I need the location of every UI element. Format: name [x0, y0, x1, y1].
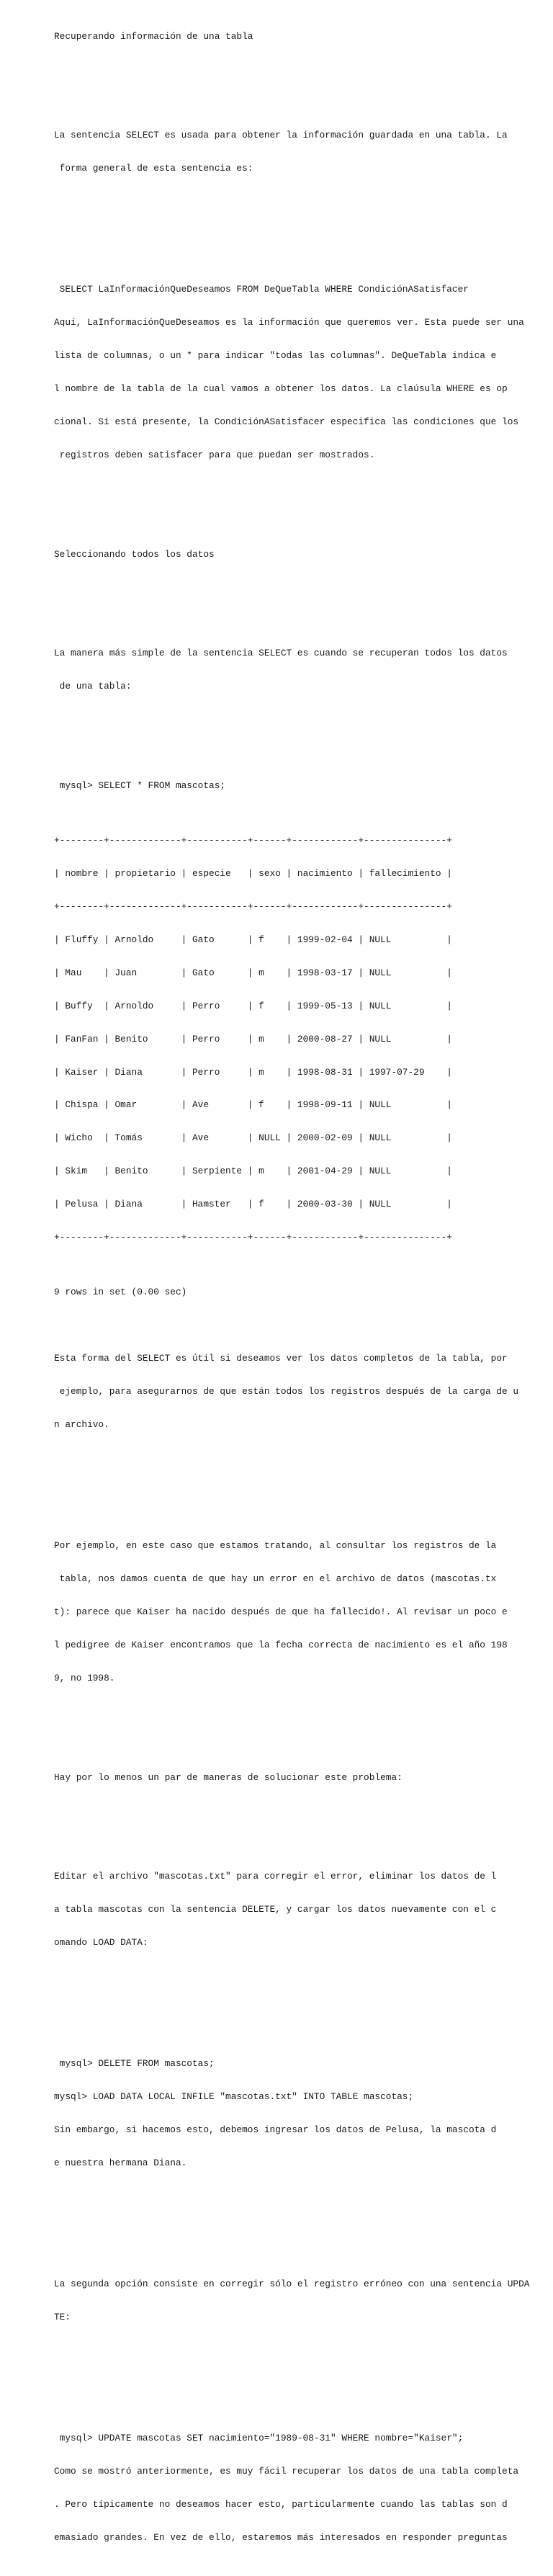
text-line: ejemplo, para asegurarnos de que están todos los registros después de la carga de u [54, 1386, 519, 1397]
text-line: t): parece que Kaiser ha nacido después de que ha fallecido!. Al revisar un poco e [54, 1606, 508, 1618]
segunda-paragraph [54, 2257, 551, 2345]
text-line: n archivo. [54, 1419, 109, 1430]
text-line: de una tabla: [54, 681, 132, 692]
table-row: | Chispa | Omar | Ave | f | 1998-09-11 | NULL | [54, 1099, 452, 1111]
text-line: La segunda opción consiste en corregir sólo el registro erróneo con una sentencia UPDA [54, 2278, 530, 2290]
delete-block [54, 2036, 551, 2191]
table-row: | Buffy | Arnoldo | Perro | f | 1999-05-13 | NULL | [54, 1000, 452, 1011]
text-line: registros deben satisfacer para que puedan ser mostrados. [54, 449, 375, 460]
table-row: | Fluffy | Arnoldo | Gato | f | 1999-02-04 | NULL | [54, 934, 452, 945]
text-line: forma general de esta sentencia es: [54, 163, 253, 174]
text-line: lista de columnas, o un * para indicar "todas las columnas". DeQueTabla indica e [54, 350, 497, 362]
result-table [54, 813, 551, 1265]
query-update: mysql> UPDATE mascotas SET nacimiento="1989-08-31" WHERE nombre="Kaiser"; [54, 2433, 464, 2444]
document-page [54, 9, 551, 2576]
table-row: | Skim | Benito | Serpiente | m | 2001-04-29 | NULL | [54, 1166, 452, 1177]
text-line: l pedigree de Kaiser encontramos que la fecha correcta de nacimiento es el año 198 [54, 1639, 508, 1650]
text-line: cional. Si está presente, la CondiciónASatisfacer especifica las condiciones que los [54, 416, 519, 427]
text-line: Por ejemplo, en este caso que estamos tratando, al consultar los registros de la [54, 1540, 497, 1552]
query-load-data: mysql> LOAD DATA LOCAL INFILE "mascotas.txt" INTO TABLE mascotas; [54, 2091, 414, 2103]
table-row: | Wicho | Tomás | Ave | NULL | 2000-02-09 | NULL | [54, 1132, 452, 1144]
syntax-paragraph [54, 262, 551, 483]
text-line: tabla, nos damos cuenta de que hay un error en el archivo de datos (mascotas.tx [54, 1573, 497, 1585]
text-line: emasiado grandes. En vez de ello, estaremos más interesados en responder preguntas [54, 2531, 508, 2543]
table-border: +--------+-------------+-----------+------+------------+---------------+ [54, 901, 452, 913]
text-line: La sentencia SELECT es usada para obtener la información guardada en una tabla. La [54, 130, 508, 141]
text-line: SELECT LaInformaciónQueDeseamos FROM DeQueTabla WHERE CondiciónASatisfacer [54, 284, 469, 295]
text-line: l nombre de la tabla de la cual vamos a obtener los datos. La claúsula WHERE es op [54, 383, 508, 395]
section-heading-todos: Seleccionando todos los datos [54, 548, 215, 560]
table-header: | nombre | propietario | especie | sexo | nacimiento | fallecimiento | [54, 868, 452, 880]
table-border: +--------+-------------+-----------+------+------------+---------------+ [54, 835, 452, 846]
table-row: | Pelusa | Diana | Hamster | f | 2000-03-30 | NULL | [54, 1199, 452, 1210]
text-line: omando LOAD DATA: [54, 1936, 148, 1948]
text-line: e nuestra hermana Diana. [54, 2157, 187, 2168]
table-row: | Kaiser | Diana | Perro | m | 1998-08-31 | 1997-07-29 | [54, 1066, 452, 1078]
text-line: a tabla mascotas con la sentencia DELETE, y cargar los datos nuevamente con el c [54, 1904, 497, 1915]
text-line: . Pero típicamente no deseamos hacer esto, particularmente cuando las tablas son d [54, 2499, 508, 2510]
table-row: | Mau | Juan | Gato | m | 1998-03-17 | NULL | [54, 967, 452, 978]
text-line: Aquí, LaInformaciónQueDeseamos es la información que queremos ver. Esta puede ser una [54, 317, 524, 328]
ejemplo-paragraph [54, 1519, 551, 1706]
text-line: 9, no 1998. [54, 1672, 115, 1683]
table-row: | FanFan | Benito | Perro | m | 2000-08-27 | NULL | [54, 1033, 452, 1045]
editar-paragraph [54, 1849, 551, 1970]
query-delete: mysql> DELETE FROM mascotas; [54, 2058, 215, 2070]
rows-in-set: 9 rows in set (0.00 sec) [54, 1287, 187, 1298]
text-line: La manera más simple de la sentencia SELECT es cuando se recuperan todos los datos [54, 648, 508, 659]
update-block [54, 2411, 551, 2565]
maneras-line: Hay por lo menos un par de maneras de solucionar este problema: [54, 1771, 403, 1783]
query-select: mysql> SELECT * FROM mascotas; [54, 779, 226, 791]
simple-paragraph [54, 626, 551, 714]
text-line: Esta forma del SELECT es útil si deseamos ver los datos completos de la tabla, por [54, 1353, 508, 1364]
text-line: TE: [54, 2312, 71, 2323]
section-heading-recuperando: Recuperando información de una tabla [54, 30, 253, 42]
util-paragraph [54, 1331, 551, 1452]
text-line: Sin embargo, si hacemos esto, debemos ingresar los datos de Pelusa, la mascota d [54, 2124, 497, 2135]
table-border: +--------+-------------+-----------+------+------------+---------------+ [54, 1231, 452, 1243]
text-line: Editar el archivo "mascotas.txt" para corregir el error, eliminar los datos de l [54, 1871, 497, 1882]
text-line: Como se mostró anteriormente, es muy fácil recuperar los datos de una tabla completa [54, 2466, 519, 2477]
intro-paragraph [54, 108, 551, 196]
